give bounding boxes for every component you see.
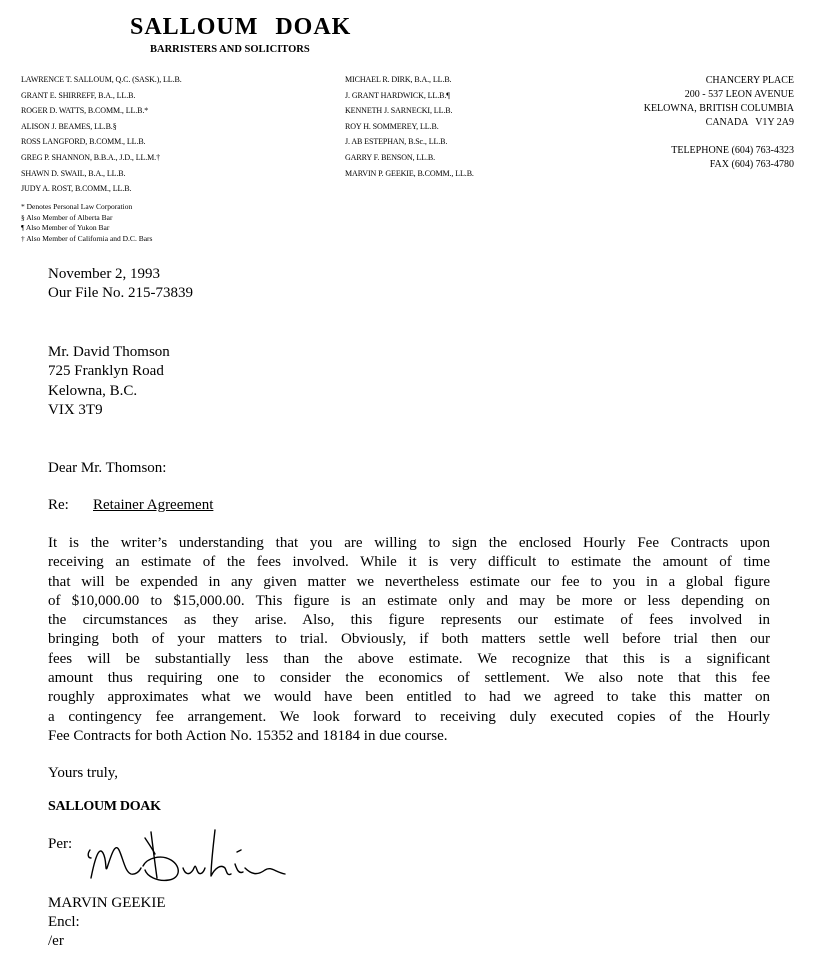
address-telephone: TELEPHONE (604) 763-4323: [671, 145, 794, 156]
per-label: Per:: [48, 836, 73, 852]
partner-name: ROGER D. WATTS, B.COMM., LL.B.*: [21, 106, 149, 116]
footnote: § Also Member of Alberta Bar: [21, 212, 113, 222]
recipient-address: [48, 343, 170, 420]
body-line: roughly approximates what we would have been entitled to had we agreed to take this matter on: [48, 689, 770, 706]
body-line: It is the writer’s understanding that you are willing to sign the enclosed Hourly Fee Contracts upon: [48, 535, 770, 551]
partner-name: KENNETH J. SARNECKI, LL.B.: [345, 106, 453, 116]
signer-block: [48, 894, 166, 951]
re-line: [48, 496, 213, 515]
firm-name: SALLOUM DOAK: [130, 14, 352, 40]
partners-list-left: [21, 72, 182, 197]
letterhead-footnotes: [21, 202, 152, 244]
body-paragraph: [48, 534, 770, 746]
letter-date: November 2, 1993: [48, 266, 161, 282]
partner-name: J. AB ESTEPHAN, B.Sc., LL.B.: [345, 137, 448, 147]
firm-subtitle: BARRISTERS AND SOLICITORS: [150, 44, 310, 55]
closing: Yours truly,: [48, 765, 119, 781]
body-line: Fee Contracts for both Action No. 15352 and 18184 in due course.: [48, 727, 448, 744]
footnote: † Also Member of California and D.C. Bars: [21, 233, 153, 243]
footnote: * Denotes Personal Law Corporation: [21, 202, 133, 211]
typist-initials: /er: [48, 933, 64, 949]
enclosure-note: Encl:: [48, 914, 80, 930]
address-fax: FAX (604) 763-4780: [709, 159, 794, 170]
partner-name: MICHAEL R. DIRK, B.A., LL.B.: [345, 75, 452, 84]
partner-name: GREG P. SHANNON, B.B.A., J.D., LL.M.†: [21, 152, 160, 162]
body-line: the circumstances as they arise. Also, this figure represents our estimate of fees involved in: [48, 612, 770, 629]
body-line: a contingency fee arrangement. We look forward to receiving duly executed copies of the Hourly: [48, 708, 770, 725]
partner-name: J. GRANT HARDWICK, LL.B.¶: [345, 90, 450, 100]
date-block: [48, 265, 193, 304]
recipient-name: Mr. David Thomson: [48, 344, 170, 360]
firm-address: [644, 74, 794, 172]
body-line: fees will be substantially less than the above estimate. We recognize that this is a significant: [48, 650, 770, 667]
partners-list-middle: [345, 72, 474, 181]
partner-name: LAWRENCE T. SALLOUM, Q.C. (SASK.), LL.B.: [21, 75, 182, 84]
body-line: amount thus requiring one to consider the economics of settlement. We also note that this fee: [48, 670, 770, 687]
signature-icon: [85, 828, 295, 888]
footnote: ¶ Also Member of Yukon Bar: [21, 223, 110, 232]
recipient-street: 725 Franklyn Road: [48, 363, 164, 380]
address-building: CHANCERY PLACE: [705, 75, 794, 86]
partner-name: ROY H. SOMMEREY, LL.B.: [345, 121, 439, 131]
partner-name: GARRY F. BENSON, LL.B.: [345, 152, 435, 162]
body-line: that will be expended in any given matter we nevertheless estimate our fee to you in a global figure: [48, 573, 770, 590]
body-line: bringing both of your matters to trial. Obviously, if both matters settle well before trial then our: [48, 631, 770, 648]
body-line: receiving an estimate of the fees involved. While it is very difficult to estimate the amount of time: [48, 554, 770, 571]
partner-name: JUDY A. ROST, B.COMM., LL.B.: [21, 184, 132, 194]
re-subject: Retainer Agreement: [93, 497, 214, 513]
re-label: Re:: [48, 497, 69, 513]
partner-name: GRANT E. SHIRREFF, B.A., LL.B.: [21, 90, 136, 100]
address-street: 200 - 537 LEON AVENUE: [684, 89, 794, 100]
recipient-city: Kelowna, B.C.: [48, 382, 138, 399]
partner-name: ALISON J. BEAMES, LL.B.§: [21, 121, 117, 131]
body-line: of $10,000.00 to $15,000.00. This figure is an estimate only and may be more or less depending on: [48, 592, 770, 609]
partner-name: MARVIN P. GEEKIE, B.COMM., LL.B.: [345, 168, 474, 178]
partner-name: SHAWN D. SWAIL, B.A., LL.B.: [21, 168, 126, 178]
file-number: Our File No. 215-73839: [48, 285, 193, 302]
address-country-postal: CANADA V1Y 2A9: [705, 117, 794, 128]
signoff-firm: SALLOUM DOAK: [48, 799, 161, 814]
address-city: KELOWNA, BRITISH COLUMBIA: [643, 103, 794, 114]
partner-name: ROSS LANGFORD, B.COMM., LL.B.: [21, 137, 146, 147]
recipient-postal: VIX 3T9: [48, 401, 103, 418]
salutation: Dear Mr. Thomson:: [48, 460, 167, 476]
signer-name: MARVIN GEEKIE: [48, 895, 166, 911]
